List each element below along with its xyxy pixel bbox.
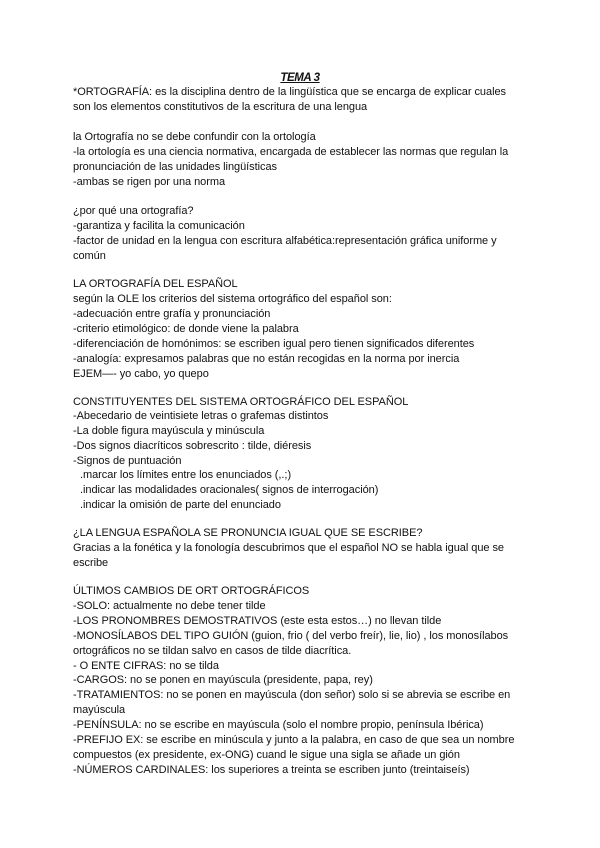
cambios-line: -SOLO: actualmente no debe tener tilde — [73, 600, 266, 612]
pronuncia-line: escribe — [73, 557, 109, 569]
ortologia-line: -ambas se rigen por una norma — [73, 176, 226, 188]
ortografia-espanol-line: EJEM—- yo cabo, yo quepo — [73, 368, 209, 380]
porque-line: -factor de unidad en la lengua con escritura alfabética:representación gráfica uniforme y — [73, 235, 497, 247]
porque-line: común — [73, 250, 106, 262]
ortografia-espanol-line: -adecuación entre grafía y pronunciación — [73, 308, 271, 320]
pronuncia-line: Gracias a la fonética y la fonología descubrimos que el español NO se habla igual que se — [73, 542, 504, 554]
constituyentes-subline: .indicar las modalidades oracionales( signos de interrogación) — [80, 484, 379, 496]
intro-line: *ORTOGRAFÍA: es la disciplina dentro de la lingüística que se encarga de explicar cuales — [73, 86, 506, 98]
document-title: TEMA 3 — [280, 72, 320, 84]
constituyentes-line: -Abecedario de veintisiete letras o grafemas distintos — [73, 410, 329, 422]
section-heading-pronuncia: ¿LA LENGUA ESPAÑOLA SE PRONUNCIA IGUAL QUE SE ESCRIBE? — [73, 527, 423, 539]
constituyentes-subline: .marcar los límites entre los enunciados (,.;) — [80, 469, 292, 481]
cambios-line: -LOS PRONOMBRES DEMOSTRATIVOS (este esta estos…) no llevan tilde — [73, 615, 442, 627]
ortologia-line: pronunciación de las unidades lingüísticas — [73, 161, 277, 173]
section-heading-ortografia-espanol: LA ORTOGRAFÍA DEL ESPAÑOL — [73, 278, 238, 290]
ortologia-line: -la ortología es una ciencia normativa, encargada de establecer las normas que regulan la — [73, 146, 509, 158]
cambios-line: mayúscula — [73, 704, 126, 716]
ortografia-espanol-line: -analogía: expresamos palabras que no están recogidas en la norma por inercia — [73, 353, 460, 365]
cambios-line: -PREFIJO EX: se escribe en minúscula y junto a la palabra, en caso de que sea un nombre — [73, 734, 515, 746]
ortografia-espanol-line: -criterio etimológico: de donde viene la palabra — [73, 323, 299, 335]
cambios-line: - O ENTE CIFRAS: no se tilda — [73, 660, 219, 672]
cambios-line: -NÚMEROS CARDINALES: los superiores a treinta se escriben junto (treintaiseís) — [73, 764, 470, 776]
cambios-line: -CARGOS: no se ponen en mayúscula (presidente, papa, rey) — [73, 674, 373, 686]
ortografia-espanol-line: según la OLE los criterios del sistema ortográfico del español son: — [73, 293, 392, 305]
porque-heading: ¿por qué una ortografía? — [73, 205, 194, 217]
cambios-line: compuestos (ex presidente, ex-ONG) cuand le sigue una sigla se añade un gión — [73, 749, 460, 761]
cambios-line: -MONOSÍLABOS DEL TIPO GUIÓN (guion, frio ( del verbo freír), lie, lio) , los monosílabos — [73, 630, 509, 642]
ortologia-line: la Ortografía no se debe confundir con la ortología — [73, 131, 316, 143]
section-heading-constituyentes: CONSTITUYENTES DEL SISTEMA ORTOGRÁFICO DEL ESPAÑOL — [73, 396, 409, 408]
cambios-line: ortográficos no se tildan salvo en casos de tilde diacrítica. — [73, 645, 352, 657]
intro-line: son los elementos constitutivos de la escritura de una lengua — [73, 101, 368, 113]
constituyentes-line: -La doble figura mayúscula y minúscula — [73, 425, 265, 437]
porque-line: -garantiza y facilita la comunicación — [73, 220, 245, 232]
ortografia-espanol-line: -diferenciación de homónimos: se escriben igual pero tienen significados diferentes — [73, 338, 475, 350]
section-heading-cambios: ÚLTIMOS CAMBIOS DE ORT ORTOGRÁFICOS — [73, 585, 310, 597]
constituyentes-line: -Dos signos diacríticos sobrescrito : tilde, diéresis — [73, 440, 312, 452]
cambios-line: -PENÍNSULA: no se escribe en mayúscula (solo el nombre propio, península Ibérica) — [73, 719, 484, 731]
constituyentes-subline: .indicar la omisión de parte del enunciado — [80, 499, 281, 511]
constituyentes-line: -Signos de puntuación — [73, 455, 182, 467]
cambios-line: -TRATAMIENTOS: no se ponen en mayúscula (don señor) solo si se abrevia se escribe en — [73, 689, 511, 701]
